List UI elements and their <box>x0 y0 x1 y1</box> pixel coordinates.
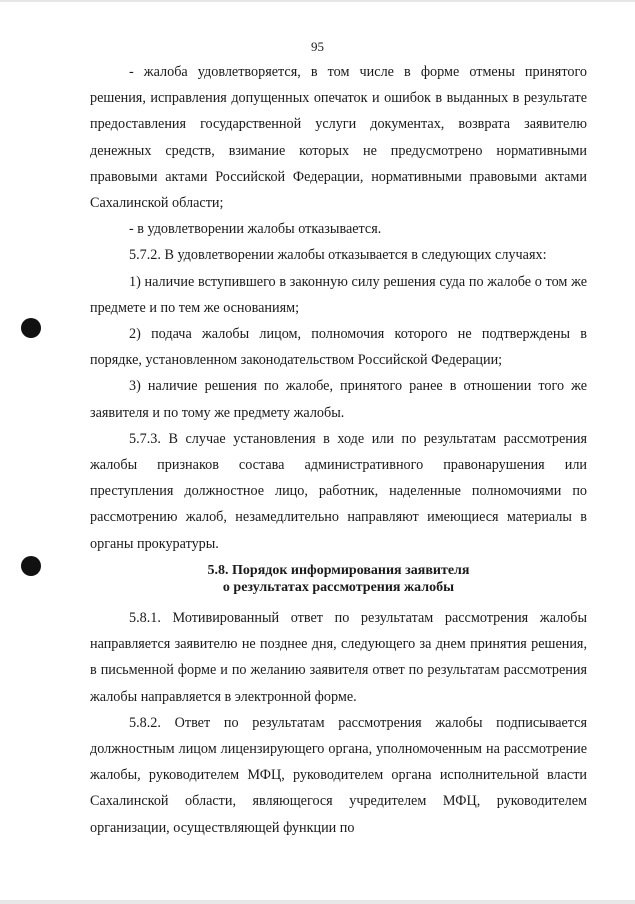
punch-hole <box>21 318 41 338</box>
section-heading-line-2: о результатах рассмотрения жалобы <box>222 580 455 595</box>
paragraph-5-8-1: 5.8.1. Мотивированный ответ по результатам рассмотрения жалобы направляется заявителю не позднее дня, следующего за днем принятия решения, в письменной форме и по желанию заявителя ответ по результатам рассмотрения жалобы направляется в электронной форме. <box>90 610 587 705</box>
paragraph-5-7-3: 5.7.3. В случае установления в ходе или по результатам рассмотрения жалобы признаков состава административного правонарушения или преступления должностное лицо, работник, наделенные полномочиями по рассмотрению жалоб, незамедлительно направляют имеющиеся материалы в органы прокуратуры. <box>90 430 587 552</box>
section-heading <box>90 561 587 605</box>
paragraph-5-7-2: 5.7.2. В удовлетворении жалобы отказывается в следующих случаях: <box>129 247 547 264</box>
page-number: 95 <box>311 39 324 54</box>
page-top-edge <box>0 0 635 2</box>
paragraph-complaint-rejected: - в удовлетворении жалобы отказывается. <box>129 221 382 238</box>
paragraph-5-8-2: 5.8.2. Ответ по результатам рассмотрения жалобы подписывается должностным лицом лицензирующего органа, уполномоченным на рассмотрение жалобы, руководителем МФЦ, руководителем органа исполнительной власти Сахалинской области, являющегося учредителем МФЦ, руководителем организации, осуществляющей функции по <box>90 714 587 836</box>
paragraph-list-item-2: 2) подача жалобы лицом, полномочия которого не подтверждены в порядке, установленном законодательством Российской Федерации; <box>90 326 587 369</box>
section-heading-line-1: 5.8. Порядок информирования заявителя <box>207 563 470 578</box>
page-bottom-edge <box>0 900 635 904</box>
paragraph-complaint-satisfied: - жалоба удовлетворяется, в том числе в форме отмены принятого решения, исправления допущенных опечаток и ошибок в выданных в результате предоставления государственной услуги документах, возврата заявителю денежных средств, взимание которых не предусмотрено нормативными правовыми актами Российской Федерации, нормативными правовыми актами Сахалинской области; <box>90 64 587 212</box>
punch-hole <box>21 556 41 576</box>
paragraph-list-item-3: 3) наличие решения по жалобе, принятого ранее в отношении того же заявителя и по тому же предмету жалобы. <box>90 378 587 421</box>
section-5-8-text <box>90 561 587 841</box>
section-5-7-text <box>90 59 587 557</box>
paragraph-list-item-1: 1) наличие вступившего в законную силу решения суда по жалобе о том же предмете и по тем же основаниям; <box>90 273 587 316</box>
